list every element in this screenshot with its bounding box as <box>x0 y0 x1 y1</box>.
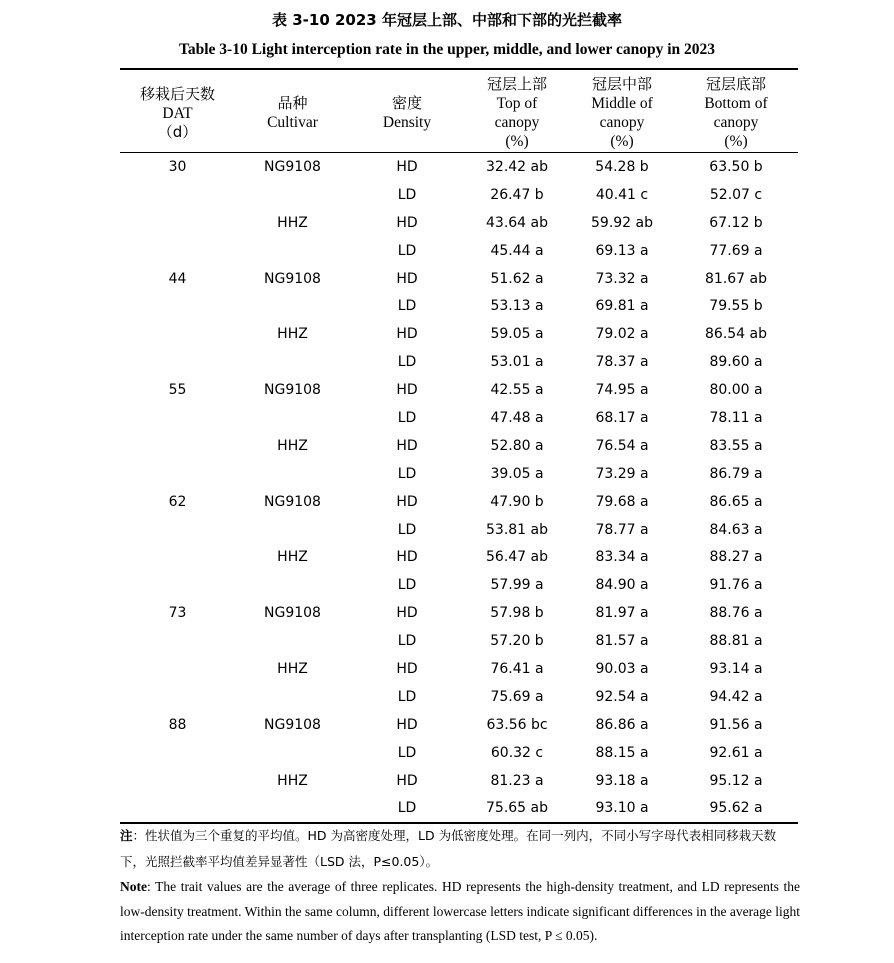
table-row <box>120 543 798 571</box>
top-canopy-cell: 57.98 b <box>490 605 544 622</box>
header-cultivar <box>235 70 350 153</box>
header-dat-en: DAT <box>162 104 193 122</box>
header-top-cn: 冠层上部 <box>486 75 547 93</box>
header-bottom-unit: (%) <box>724 133 748 150</box>
density-cell: HD <box>396 270 418 287</box>
bottom-canopy-cell: 86.65 a <box>709 493 763 510</box>
table-row <box>120 292 798 320</box>
top-canopy-cell: 53.13 a <box>490 298 544 315</box>
header-top-en2: canopy <box>494 114 540 131</box>
middle-canopy-cell: 59.92 ab <box>591 214 653 231</box>
dat-cell <box>120 543 235 571</box>
dat-cell <box>120 627 235 655</box>
table-title-chinese: 表 3-10 2023 年冠层上部、中部和下部的光拦截率 <box>272 11 622 29</box>
middle-canopy-cell: 69.81 a <box>595 298 649 315</box>
middle-canopy-cell: 76.54 a <box>595 437 649 454</box>
bottom-canopy-cell: 86.79 a <box>709 465 763 482</box>
density-cell: HD <box>396 605 418 622</box>
cultivar-cell: NG9108 <box>264 158 321 175</box>
dat-cell: 30 <box>168 158 187 175</box>
middle-canopy-cell: 93.18 a <box>595 772 649 789</box>
light-interception-table <box>120 68 798 824</box>
density-cell: LD <box>397 242 417 259</box>
density-cell: LD <box>397 298 417 315</box>
top-canopy-cell: 26.47 b <box>490 186 544 203</box>
density-cell: HD <box>396 549 418 566</box>
dat-cell <box>120 739 235 767</box>
middle-canopy-cell: 81.57 a <box>595 633 649 650</box>
middle-canopy-cell: 81.97 a <box>595 605 649 622</box>
header-top-canopy <box>464 70 570 153</box>
header-density <box>350 70 464 153</box>
dat-cell <box>120 794 235 823</box>
dat-cell <box>120 181 235 209</box>
density-cell: LD <box>397 465 417 482</box>
middle-canopy-cell: 79.02 a <box>595 326 649 343</box>
bottom-canopy-cell: 89.60 a <box>709 354 763 371</box>
dat-cell: 44 <box>168 270 187 287</box>
density-cell: HD <box>396 214 418 231</box>
header-bottom-canopy <box>674 70 798 153</box>
density-cell: HD <box>396 493 418 510</box>
note-en-text: : The trait values are the average of three replicates. HD represents the high-density treatment, and LD represents the low-density treatment. Within the same column, different lowercase letters indicate significant differences in the average light interception rate under the same number of days after transplanting (LSD test, P ≤ 0.05). <box>120 879 800 943</box>
top-canopy-cell: 45.44 a <box>490 242 544 259</box>
cultivar-cell <box>235 794 350 823</box>
top-canopy-cell: 57.99 a <box>490 577 544 594</box>
middle-canopy-cell: 88.15 a <box>595 744 649 761</box>
cultivar-cell <box>235 404 350 432</box>
table-row <box>120 376 798 404</box>
table-row <box>120 794 798 823</box>
table-header-row <box>120 70 798 153</box>
header-density-cn: 密度 <box>391 94 422 112</box>
header-top-unit: (%) <box>505 133 529 150</box>
table-row <box>120 571 798 599</box>
bottom-canopy-cell: 67.12 b <box>709 214 763 231</box>
middle-canopy-cell: 90.03 a <box>595 660 649 677</box>
middle-canopy-cell: 78.77 a <box>595 521 649 538</box>
cultivar-cell: NG9108 <box>264 382 321 399</box>
middle-canopy-cell: 74.95 a <box>595 382 649 399</box>
header-dat-unit: （d） <box>157 122 198 141</box>
cultivar-cell: HHZ <box>277 326 308 343</box>
dat-cell <box>120 292 235 320</box>
bottom-canopy-cell: 95.12 a <box>709 772 763 789</box>
table-row <box>120 404 798 432</box>
middle-canopy-cell: 73.29 a <box>595 465 649 482</box>
header-dat-cn: 移栽后天数 <box>139 84 215 103</box>
note-english <box>120 875 800 949</box>
bottom-canopy-cell: 91.76 a <box>709 577 763 594</box>
top-canopy-cell: 47.90 b <box>490 493 544 510</box>
density-cell: HD <box>396 382 418 399</box>
header-density-en: Density <box>382 114 432 131</box>
header-cultivar-en: Cultivar <box>267 114 318 131</box>
top-canopy-cell: 60.32 c <box>490 744 544 761</box>
top-canopy-cell: 57.20 b <box>490 633 544 650</box>
table-row <box>120 711 798 739</box>
density-cell: HD <box>396 772 418 789</box>
bottom-canopy-cell: 94.42 a <box>709 688 763 705</box>
top-canopy-cell: 53.01 a <box>490 354 544 371</box>
cultivar-cell <box>235 627 350 655</box>
dat-cell <box>120 432 235 460</box>
table-row <box>120 767 798 795</box>
top-canopy-cell: 75.65 ab <box>464 794 570 823</box>
cultivar-cell: NG9108 <box>264 605 321 622</box>
bottom-canopy-cell: 84.63 a <box>709 521 763 538</box>
table-row <box>120 488 798 516</box>
table-row <box>120 683 798 711</box>
cultivar-cell <box>235 739 350 767</box>
dat-cell <box>120 516 235 544</box>
density-cell: HD <box>396 716 418 733</box>
middle-canopy-cell: 40.41 c <box>595 186 649 203</box>
bottom-canopy-cell: 88.81 a <box>709 633 763 650</box>
dat-cell: 73 <box>168 605 187 622</box>
dat-cell <box>120 209 235 237</box>
header-top-en1: Top of <box>496 95 538 112</box>
note-en-label: Note <box>120 879 147 894</box>
bottom-canopy-cell: 83.55 a <box>709 437 763 454</box>
top-canopy-cell: 39.05 a <box>490 465 544 482</box>
top-canopy-cell: 75.69 a <box>490 688 544 705</box>
cultivar-cell: HHZ <box>277 660 308 677</box>
bottom-canopy-cell: 86.54 ab <box>705 326 767 343</box>
cultivar-cell <box>235 292 350 320</box>
density-cell: LD <box>397 354 417 371</box>
top-canopy-cell: 81.23 a <box>490 772 544 789</box>
table-row <box>120 237 798 265</box>
top-canopy-cell: 42.55 a <box>490 382 544 399</box>
bottom-canopy-cell: 93.14 a <box>709 660 763 677</box>
dat-cell <box>120 320 235 348</box>
table-row <box>120 209 798 237</box>
density-cell: LD <box>397 186 417 203</box>
dat-cell <box>120 460 235 488</box>
header-cultivar-cn: 品种 <box>277 94 308 112</box>
table-row <box>120 320 798 348</box>
cultivar-cell: NG9108 <box>264 493 321 510</box>
table-row <box>120 153 798 181</box>
middle-canopy-cell: 79.68 a <box>595 493 649 510</box>
header-dat <box>120 70 235 153</box>
header-bottom-en2: canopy <box>713 114 759 131</box>
density-cell: LD <box>350 794 464 823</box>
note-cn-text: ：性状值为三个重复的平均值。HD 为高密度处理，LD 为低密度处理。在同一列内，不同小写字母代表相同移栽天数下，光照拦截率平均值差异显著性（LSD 法，P≤0.05）。 <box>120 828 777 869</box>
top-canopy-cell: 32.42 ab <box>486 158 548 175</box>
bottom-canopy-cell: 95.62 a <box>674 794 798 823</box>
bottom-canopy-cell: 78.11 a <box>709 409 763 426</box>
middle-canopy-cell: 83.34 a <box>595 549 649 566</box>
bottom-canopy-cell: 63.50 b <box>709 158 763 175</box>
density-cell: HD <box>396 660 418 677</box>
dat-cell: 88 <box>168 716 187 733</box>
dat-cell <box>120 237 235 265</box>
dat-cell <box>120 655 235 683</box>
middle-canopy-cell: 54.28 b <box>595 158 649 175</box>
middle-canopy-cell: 93.10 a <box>570 794 674 823</box>
density-cell: LD <box>397 409 417 426</box>
density-cell: LD <box>397 744 417 761</box>
cultivar-cell <box>235 460 350 488</box>
table-row <box>120 432 798 460</box>
dat-cell <box>120 404 235 432</box>
top-canopy-cell: 56.47 ab <box>486 549 548 566</box>
dat-cell: 62 <box>168 493 187 510</box>
top-canopy-cell: 43.64 ab <box>486 214 548 231</box>
density-cell: HD <box>396 158 418 175</box>
header-middle-canopy <box>570 70 674 153</box>
header-middle-en2: canopy <box>599 114 645 131</box>
middle-canopy-cell: 69.13 a <box>595 242 649 259</box>
dat-cell: 55 <box>168 382 187 399</box>
middle-canopy-cell: 78.37 a <box>595 354 649 371</box>
table-title-english: Table 3-10 Light interception rate in the upper, middle, and lower canopy in 2023 <box>178 41 716 58</box>
cultivar-cell <box>235 348 350 376</box>
density-cell: LD <box>397 577 417 594</box>
bottom-canopy-cell: 77.69 a <box>709 242 763 259</box>
table-row <box>120 599 798 627</box>
density-cell: HD <box>396 437 418 454</box>
density-cell: LD <box>397 633 417 650</box>
cultivar-cell <box>235 237 350 265</box>
bottom-canopy-cell: 81.67 ab <box>705 270 767 287</box>
header-bottom-en1: Bottom of <box>704 95 768 112</box>
cultivar-cell <box>235 571 350 599</box>
top-canopy-cell: 59.05 a <box>490 326 544 343</box>
table-row <box>120 181 798 209</box>
dat-cell <box>120 571 235 599</box>
dat-cell <box>120 767 235 795</box>
cultivar-cell: NG9108 <box>264 270 321 287</box>
table-row <box>120 739 798 767</box>
cultivar-cell <box>235 181 350 209</box>
bottom-canopy-cell: 88.76 a <box>709 605 763 622</box>
table-row <box>120 265 798 293</box>
cultivar-cell: NG9108 <box>264 716 321 733</box>
cultivar-cell: HHZ <box>277 437 308 454</box>
bottom-canopy-cell: 80.00 a <box>709 382 763 399</box>
density-cell: LD <box>397 521 417 538</box>
top-canopy-cell: 53.81 ab <box>486 521 548 538</box>
cultivar-cell <box>235 683 350 711</box>
top-canopy-cell: 76.41 a <box>490 660 544 677</box>
density-cell: LD <box>397 688 417 705</box>
header-bottom-cn: 冠层底部 <box>705 75 766 93</box>
cultivar-cell: HHZ <box>277 214 308 231</box>
top-canopy-cell: 51.62 a <box>490 270 544 287</box>
table-row <box>120 460 798 488</box>
header-middle-cn: 冠层中部 <box>591 75 652 93</box>
bottom-canopy-cell: 92.61 a <box>709 744 763 761</box>
dat-cell <box>120 348 235 376</box>
table-row <box>120 627 798 655</box>
cultivar-cell: HHZ <box>277 772 308 789</box>
table-row <box>120 655 798 683</box>
bottom-canopy-cell: 79.55 b <box>709 298 763 315</box>
header-middle-unit: (%) <box>610 133 634 150</box>
top-canopy-cell: 47.48 a <box>490 409 544 426</box>
note-chinese <box>120 823 800 875</box>
middle-canopy-cell: 86.86 a <box>595 716 649 733</box>
middle-canopy-cell: 84.90 a <box>595 577 649 594</box>
table-row <box>120 348 798 376</box>
middle-canopy-cell: 92.54 a <box>595 688 649 705</box>
middle-canopy-cell: 73.32 a <box>595 270 649 287</box>
table-row <box>120 516 798 544</box>
cultivar-cell: HHZ <box>277 549 308 566</box>
header-middle-en1: Middle of <box>591 95 653 112</box>
cultivar-cell <box>235 516 350 544</box>
top-canopy-cell: 63.56 bc <box>486 716 548 733</box>
top-canopy-cell: 52.80 a <box>490 437 544 454</box>
bottom-canopy-cell: 91.56 a <box>709 716 763 733</box>
note-cn-label: 注 <box>120 828 133 843</box>
table-body <box>120 153 798 824</box>
middle-canopy-cell: 68.17 a <box>595 409 649 426</box>
density-cell: HD <box>396 326 418 343</box>
bottom-canopy-cell: 52.07 c <box>709 186 763 203</box>
dat-cell <box>120 683 235 711</box>
bottom-canopy-cell: 88.27 a <box>709 549 763 566</box>
